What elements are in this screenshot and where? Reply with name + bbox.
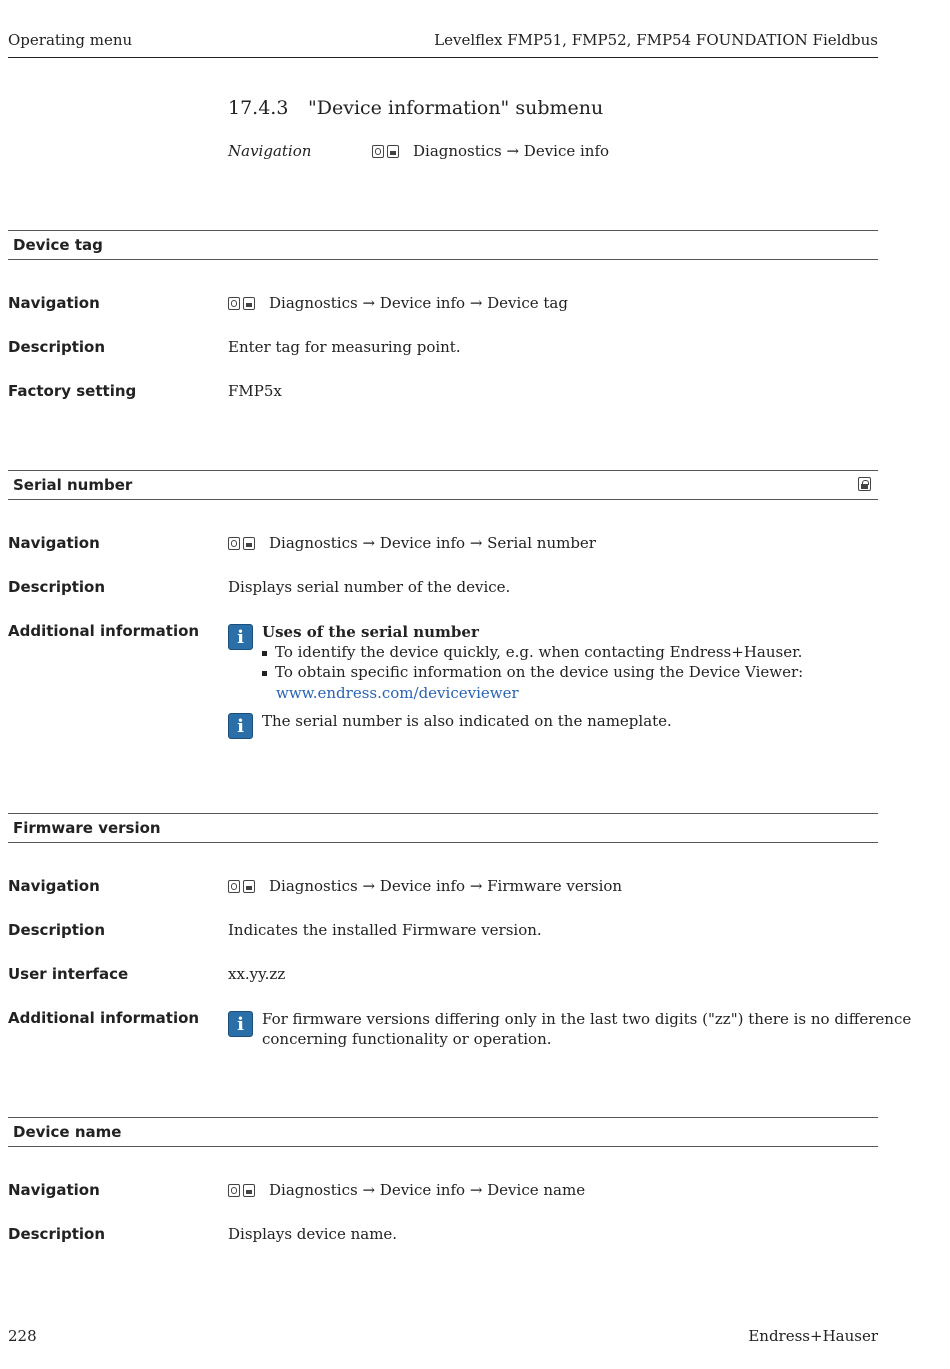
nav-path-text: Diagnostics → Device info → Serial number (269, 534, 596, 552)
submenu-title: "Device information" submenu (308, 97, 604, 119)
section-title: Serial number (13, 476, 133, 494)
page-number: 228 (8, 1327, 37, 1345)
label-description: Description (8, 921, 106, 939)
label-navigation: Navigation (8, 534, 100, 552)
description-text: Displays serial number of the device. (228, 578, 511, 596)
navigation-keys-icon (372, 145, 399, 158)
info-title: Uses of the serial number (262, 623, 479, 641)
submenu-nav-path-text: Diagnostics → Device info (413, 142, 610, 160)
label-description: Description (8, 578, 106, 596)
description-text: Displays device name. (228, 1225, 398, 1243)
section-title: Device name (13, 1123, 122, 1141)
navigation-keys-icon (228, 297, 255, 310)
device-viewer-link[interactable]: www.endress.com/deviceviewer (276, 684, 519, 702)
nav-path-text: Diagnostics → Device info → Device name (269, 1181, 586, 1199)
nav-path-text: Diagnostics → Device info → Device tag (269, 294, 568, 312)
info-icon: i (228, 1011, 253, 1037)
nav-path (228, 877, 622, 895)
info-note: The serial number is also indicated on the nameplate. (262, 712, 672, 730)
footer-brand: Endress+Hauser (748, 1327, 878, 1345)
nav-path-text: Diagnostics → Device info → Firmware version (269, 877, 623, 895)
bullet-item: To obtain specific information on the device using the Device Viewer: (262, 662, 803, 682)
info-icon: i (228, 713, 253, 739)
navigation-keys-icon (228, 1184, 255, 1197)
navigation-keys-icon (228, 537, 255, 550)
label-navigation: Navigation (8, 877, 100, 895)
nav-path (228, 1181, 585, 1199)
description-text: Enter tag for measuring point. (228, 338, 461, 356)
label-factory-setting: Factory setting (8, 382, 137, 400)
label-description: Description (8, 1225, 106, 1243)
running-header-left: Operating menu (8, 31, 133, 49)
info-line: concerning functionality or operation. (262, 1030, 552, 1048)
section-title: Device tag (13, 236, 103, 254)
label-description: Description (8, 338, 106, 356)
section-serial-number (8, 470, 878, 500)
label-additional-information: Additional information (8, 1009, 200, 1027)
info-icon: i (228, 624, 253, 650)
section-title: Firmware version (13, 819, 161, 837)
label-navigation: Navigation (8, 294, 100, 312)
lock-icon (858, 477, 871, 491)
submenu-heading (228, 97, 603, 119)
running-header-right: Levelflex FMP51, FMP52, FMP54 FOUNDATION Fieldbus (434, 31, 878, 49)
label-user-interface: User interface (8, 965, 129, 983)
submenu-nav-path (372, 142, 609, 160)
section-device-name (8, 1117, 878, 1147)
submenu-nav-label: Navigation (228, 142, 312, 160)
bullet-item: To identify the device quickly, e.g. when contacting Endress+Hauser. (262, 642, 802, 662)
submenu-number: 17.4.3 (228, 97, 289, 119)
header-rule (8, 57, 878, 58)
label-navigation: Navigation (8, 1181, 100, 1199)
nav-path (228, 294, 568, 312)
user-interface-value: xx.yy.zz (228, 965, 286, 983)
navigation-keys-icon (228, 880, 255, 893)
nav-path (228, 534, 596, 552)
section-firmware-version (8, 813, 878, 843)
factory-setting-value: FMP5x (228, 382, 282, 400)
label-additional-information: Additional information (8, 622, 200, 640)
info-line: For firmware versions differing only in the last two digits ("zz") there is no difference (262, 1010, 912, 1028)
description-text: Indicates the installed Firmware version. (228, 921, 542, 939)
section-device-tag (8, 230, 878, 260)
